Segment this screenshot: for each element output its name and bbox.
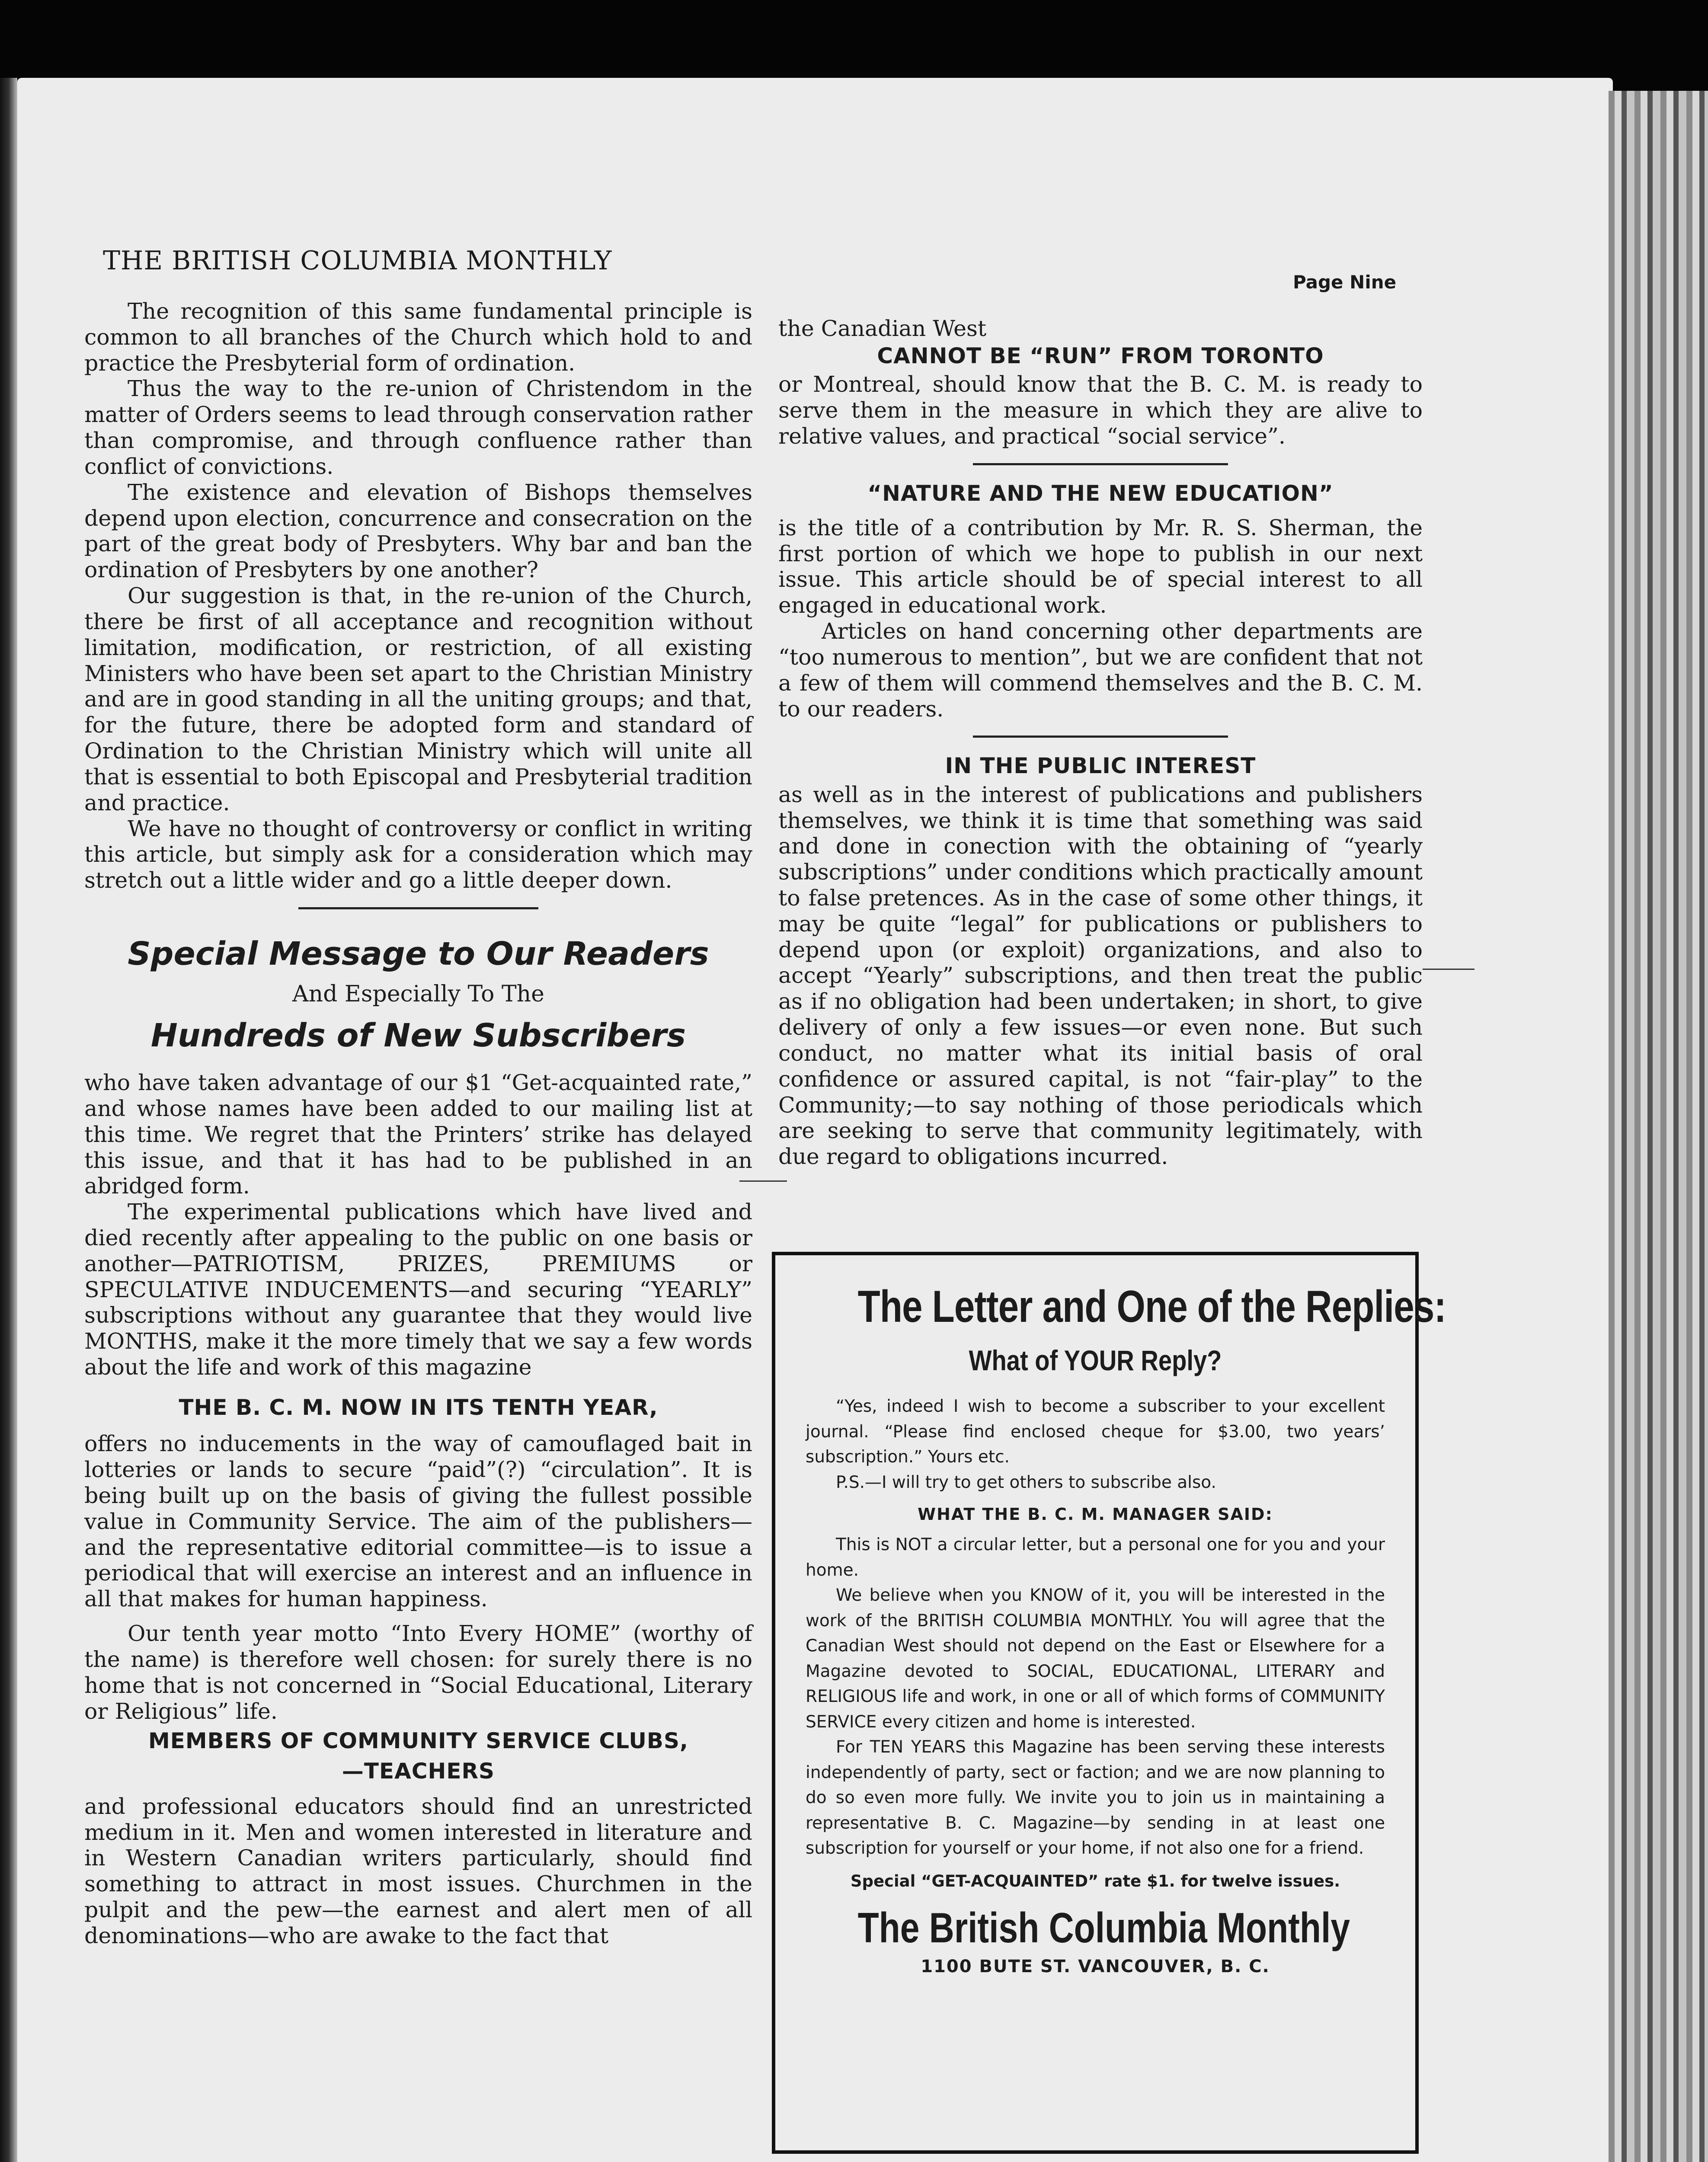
paragraph: the Canadian West — [778, 316, 987, 341]
manager-paragraph: This is NOT a circular letter, but a personal one for you and your home. — [806, 1535, 1385, 1580]
stray-mark — [1423, 969, 1475, 970]
subscription-advertisement — [772, 1252, 1446, 2154]
paragraph: The experimental publications which have lived and died recently after appealing to the public on one basis or another—PATRIOTISM, PRIZES, PREMIUMS or SPECULATIVE INDUCEMENTS—and securing “YEARLY” subscriptions without any guarantee that they would live MONTHS, make it the more timely that we say a few words about the life and work of this magazine — [84, 1199, 752, 1380]
running-head: THE BRITISH COLUMBIA MONTHLY — [103, 246, 612, 276]
divider-rule — [298, 907, 538, 909]
magazine-address: 1100 BUTE ST. VANCOUVER, B. C. — [921, 1956, 1270, 1977]
paragraph: is the title of a contribution by Mr. R. S. Sherman, the first portion of which we hope to publish in our next issue. This article should be of special interest to all engaged in educational work. — [778, 515, 1423, 618]
right-column — [778, 316, 1423, 1170]
paragraph: as well as in the interest of publications and publishers themselves, we think it is time that something was said and done in conection with the obtaining of “yearly subscriptions” under conditions which practically amount to false pretences. As in the case of some other things, it may be quite “legal” for publications or publishers to depend upon (or exploit) organizations, and also to accept “Yearly” subscriptions, and then treat the public as if no obligation had been undertaken; in short, to give delivery of only a few issues—or even none. But such conduct, no matter what its initial basis of oral confidence or assured capital, is not “fair-play” to the Community;—to say nothing of those periodicals which are seeking to serve that community legitimately, with due regard to obligations incurred. — [778, 781, 1423, 1170]
special-message-subtitle: And Especially To The — [292, 981, 544, 1007]
divider-rule — [973, 463, 1228, 465]
paragraph: who have taken advantage of our $1 “Get-acquainted rate,” and whose names have been added to our mailing list at this time. We regret that the Printers’ strike has delayed this issue, and that it has had to be published in an abridged form. — [84, 1070, 752, 1199]
page-number: Page Nine — [1293, 272, 1397, 293]
paragraph: and professional educators should find an unrestricted medium in it. Men and women interested in literature and in Western Canadian writers particularly, should find something to attract in most issues. Churchmen in the pulpit and the pew—the earnest and alert men of all denominations—who are awake to the fact that — [84, 1793, 752, 1948]
special-message-title: Special Message to Our Readers — [128, 935, 709, 973]
new-subscribers-title: Hundreds of New Subscribers — [150, 1017, 686, 1055]
manager-paragraph: We believe when you KNOW of it, you will be interested in the work of the BRITISH COLUMBIA MONTHLY. You will agree that the Canadian West should not depend on the East or Elsewhere for a Magazine devoted to SOCIAL, EDUCATIONAL, LITERARY and RELIGIOUS life and work, in one or all of which forms of COMMUNITY SERVICE every citizen and home is interested. — [806, 1586, 1385, 1732]
section-heading-teachers: —TEACHERS — [342, 1758, 495, 1784]
manager-heading: WHAT THE B. C. M. MANAGER SAID: — [918, 1505, 1273, 1524]
section-heading-public-interest: IN THE PUBLIC INTEREST — [945, 753, 1256, 779]
special-rate-offer: Special “GET-ACQUAINTED” rate $1. for twelve issues. — [850, 1871, 1340, 1890]
paragraph: Our suggestion is that, in the re-union of the Church, there be first of all acceptance and recognition without limitation, modification, or restriction, of all existing Ministers who have been set apart to the Christian Ministry and are in good standing in all the uniting groups; and that, for the future, there be adopted form and standard of Ordination to the Christian Ministry which will unite all that is essential to both Episcopal and Presbyterial tradition and practice. — [84, 583, 752, 816]
divider-rule — [973, 736, 1228, 738]
paragraph: or Montreal, should know that the B. C. M. is ready to serve them in the measure in which they are alive to relative values, and practical “social service”. — [778, 371, 1423, 449]
magazine-name: The British Columbia Monthly — [857, 1903, 1350, 1951]
paragraph: We have no thought of controversy or conflict in writing this article, but simply ask for a consideration which may stretch out a little wider and go a little deeper down. — [84, 816, 752, 893]
left-column — [84, 298, 752, 1949]
paragraph: The existence and elevation of Bishops themselves depend upon election, concurrence and consecration on the part of the great body of Presbyters. Why bar and ban the ordination of Presbyters by one another? — [84, 479, 752, 583]
book-gutter — [0, 78, 17, 2162]
reader-reply-quote: “Yes, indeed I wish to become a subscriber to your excellent journal. “Please find enclosed cheque for $3.00, two years’ subscription.” Yours etc. — [806, 1397, 1385, 1467]
section-heading-nature: “NATURE AND THE NEW EDUCATION” — [867, 480, 1334, 506]
advertisement-subhead: What of YOUR Reply? — [969, 1344, 1222, 1376]
advertisement-headline: The Letter and One of the Replies: — [857, 1282, 1446, 1332]
paragraph: Our tenth year motto “Into Every HOME” (worthy of the name) is therefore well chosen: for surely there is no home that is not concerned in “Social Educational, Literary or Religious” life. — [84, 1621, 752, 1724]
manager-paragraph: For TEN YEARS this Magazine has been serving these interests independently of party, sect or faction; and we are now planning to do so even more fully. We invite you to join us in maintaining a representative B. C. Magazine—by sending in at least one subscription for yourself or your home, if not also one for a friend. — [806, 1737, 1385, 1858]
paragraph: Thus the way to the re-union of Christendom in the matter of Orders seems to lead through conservation rather than compromise, and through confluence rather than conflict of convictions. — [84, 376, 752, 479]
section-heading-toronto: CANNOT BE “RUN” FROM TORONTO — [877, 343, 1324, 368]
stray-mark — [739, 1180, 787, 1182]
reader-reply-postscript: P.S.—I will try to get others to subscribe also. — [836, 1472, 1216, 1492]
page-edges-binding — [1609, 91, 1708, 2162]
section-heading-tenth-year: THE B. C. M. NOW IN ITS TENTH YEAR, — [179, 1394, 658, 1420]
paragraph: The recognition of this same fundamental principle is common to all branches of the Church which hold to and practice the Presbyterial form of ordination. — [84, 298, 752, 376]
advertisement-content — [806, 1281, 1446, 1977]
paragraph: Articles on hand concerning other departments are “too numerous to mention”, but we are confident that not a few of them will commend themselves and the B. C. M. to our readers. — [778, 618, 1423, 722]
paragraph: offers no inducements in the way of camouflaged bait in lotteries or lands to secure “paid”(?) “circulation”. It is being built up on the basis of giving the fullest possible value in Community Service. The aim of the publishers—and the representative editorial committee—is to issue a periodical that will exercise an interest and an influence in all that makes for human happiness. — [84, 1431, 752, 1612]
section-heading-members: MEMBERS OF COMMUNITY SERVICE CLUBS, — [148, 1728, 689, 1754]
